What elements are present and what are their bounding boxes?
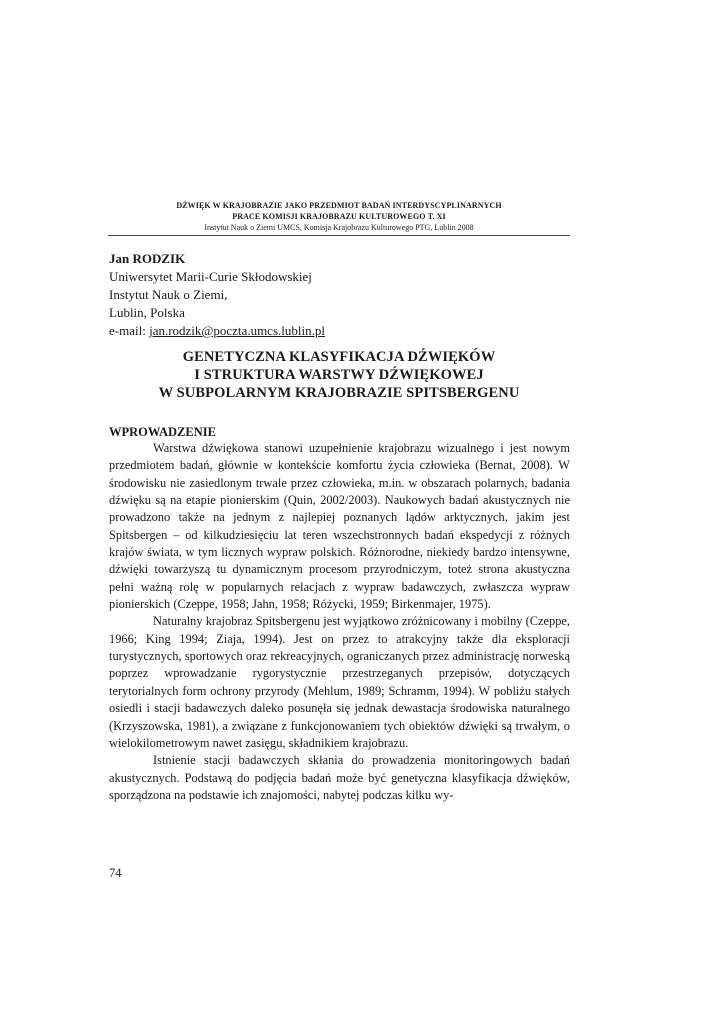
- body-text: [109, 440, 570, 804]
- author-university: Uniwersytet Marii-Curie Skłodowskiej: [109, 269, 312, 284]
- title-line-3: W SUBPOLARNYM KRAJOBRAZIE SPITSBERGENU: [158, 385, 520, 401]
- paragraph-3: Istnienie stacji badawczych skłania do prowadzenia monitoringowych badań akustycznych. Podstawą do podjęcia badań może być genetyczna klasyfikacja dźwięków, sporządzona na podstawie ich znajomości, nabytej podczas kilku wy-: [109, 753, 570, 802]
- running-head-series-title: DŹWIĘK W KRAJOBRAZIE JAKO PRZEDMIOT BADAŃ INTERDYSCYPLINARNYCH: [176, 201, 502, 210]
- paragraph-1: Warstwa dźwiękowa stanowi uzupełnienie krajobrazu wizualnego i jest nowym przedmiotem badań, głównie w kontekście komfortu życia człowieka (Bernat, 2008). W środowisku nie zasiedlonym trwale przez człowieka, m.in. w obszarach polarnych, badania dźwięku są na etapie pionierskim (Quin, 2002/2003). Naukowych badań akustycznych nie prowadzono także na jednym z najlepiej poznanych lądów arktycznych, jakim jest Spitsbergen – od kilkudziesięciu lat teren wszechstronnych badań ekspedycji z różnych krajów świata, w tym licznych wypraw polskich. Różnorodne, niekiedy bardzo intensywne, dźwięki towarzyszą tu dynamicznym procesom przyrodniczym, toteż strona akustyczna pełni ważną rolę w popularnych relacjach z wypraw badawczych, zwłaszcza wypraw pionierskich (Czeppe, 1958; Jahn, 1958; Różycki, 1959; Birkenmajer, 1975).: [109, 441, 570, 612]
- author-name: Jan RODZIK: [109, 251, 186, 266]
- author-institute: Instytut Nauk o Ziemi,: [109, 287, 228, 302]
- author-email-link[interactable]: jan.rodzik@poczta.umcs.lublin.pl: [149, 323, 325, 338]
- paragraph-2: Naturalny krajobraz Spitsbergenu jest wyjątkowo zróżnicowany i mobilny (Czeppe, 1966; King 1994; Ziaja, 1994). Jest on przez to atrakcyjny także dla eksploracji turystycznych, sportowych oraz rekreacyjnych, ograniczanych przez administrację norweską poprzez wprowadzanie rygorystycznie przestrzeganych przepisów, dotyczących terytorialnych form ochrony przyrody (Mehlum, 1989; Schramm, 1994). W pobliżu stałych osiedli i stacji badawczych daleko posunęła się jednak dewastacja środowiska naturalnego (Krzyszowska, 1981), a związane z funkcjonowaniem tych obiektów dźwięki są trwałym, o wielokilometrowym nawet zasięgu, składnikiem krajobrazu.: [109, 614, 570, 750]
- title-line-2: I STRUKTURA WARSTWY DŹWIĘKOWEJ: [194, 367, 484, 383]
- email-label: e-mail:: [109, 323, 150, 338]
- running-head: [108, 200, 570, 233]
- title-line-1: GENETYCZNA KLASYFIKACJA DŹWIĘKÓW: [182, 349, 496, 365]
- header-rule: [108, 235, 570, 236]
- page-number: 74: [109, 866, 122, 880]
- author-block: [109, 250, 325, 340]
- running-head-volume: PRACE KOMISJI KRAJOBRAZU KULTUROWEGO T. XI: [232, 212, 446, 221]
- running-head-publisher: Instytut Nauk o Ziemi UMCS, Komisja Krajobrazu Kulturowego PTG, Lublin 2008: [204, 223, 474, 232]
- section-heading: WPROWADZENIE: [109, 425, 216, 439]
- author-email-line: [109, 322, 325, 340]
- author-city: Lublin, Polska: [109, 305, 185, 320]
- article-title: [108, 348, 570, 402]
